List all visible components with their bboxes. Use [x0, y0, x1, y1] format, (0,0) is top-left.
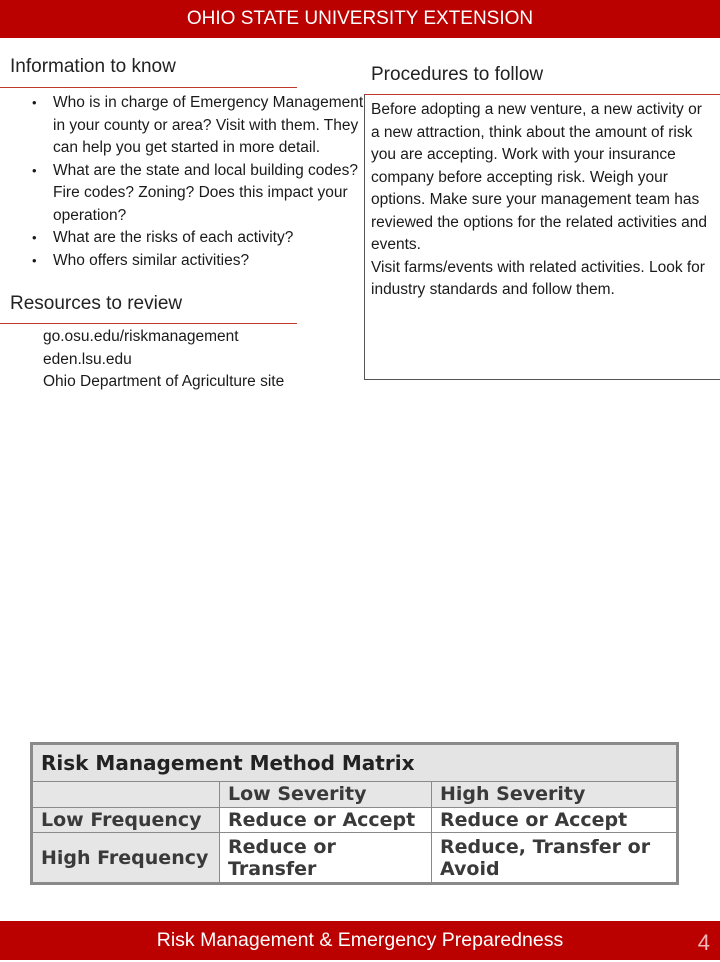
page-number: 4 [697, 930, 710, 955]
resource-link[interactable]: go.osu.edu/riskmanagement [43, 328, 239, 345]
matrix-row [33, 807, 677, 833]
resources-heading: Resources to review [10, 293, 183, 314]
matrix-row-label: Low Frequency [33, 807, 220, 833]
information-list [28, 92, 378, 272]
matrix-row [33, 833, 677, 883]
matrix-cell: Reduce or Accept [432, 807, 677, 833]
matrix-column-header: Low Severity [220, 782, 432, 808]
procedures-paragraph: Before adopting a new venture, a new activity or a new attraction, think about the amount of risk you are accepting. Work with your insurance company before accepting risk. Weigh your options. Make sure your management team has reviewed the options for the related activities and events. [371, 101, 708, 253]
resources-heading-rule [0, 323, 297, 324]
resource-link[interactable]: eden.lsu.edu [43, 350, 132, 368]
matrix-row-label: High Frequency [33, 833, 220, 883]
footer-title: Risk Management & Emergency Preparedness [156, 929, 564, 951]
matrix-title: Risk Management Method Matrix [33, 745, 677, 782]
procedures-box [364, 94, 720, 380]
risk-matrix [30, 742, 679, 885]
information-item: • What are the state and local building codes? Fire codes? Zoning? Does this impact your operation? [53, 160, 378, 228]
resource-item: Ohio Department of Agriculture site [43, 373, 285, 390]
information-heading: Information to know [10, 56, 176, 77]
risk-matrix-table [32, 744, 677, 883]
matrix-header-row [33, 782, 677, 808]
matrix-cell: Reduce or Accept [220, 807, 432, 833]
matrix-column-header: High Severity [432, 782, 677, 808]
header-title: OHIO STATE UNIVERSITY EXTENSION [186, 8, 534, 29]
information-heading-rule [0, 87, 297, 88]
matrix-cell: Reduce or Transfer [220, 833, 432, 883]
matrix-cell: Reduce, Transfer or Avoid [432, 833, 677, 883]
procedures-heading: Procedures to follow [371, 64, 544, 85]
matrix-corner-cell [33, 782, 220, 808]
information-item: • What are the risks of each activity? [53, 227, 378, 250]
footer-bar [0, 921, 720, 960]
header-bar [0, 0, 720, 38]
information-item: • Who offers similar activities? [53, 250, 378, 273]
resources-list [43, 326, 284, 394]
information-item: • Who is in charge of Emergency Management in your county or area? Visit with them. They can help you get started in more detail. [53, 92, 378, 160]
procedures-paragraph: Visit farms/events with related activities. Look for industry standards and follow them. [371, 258, 705, 298]
